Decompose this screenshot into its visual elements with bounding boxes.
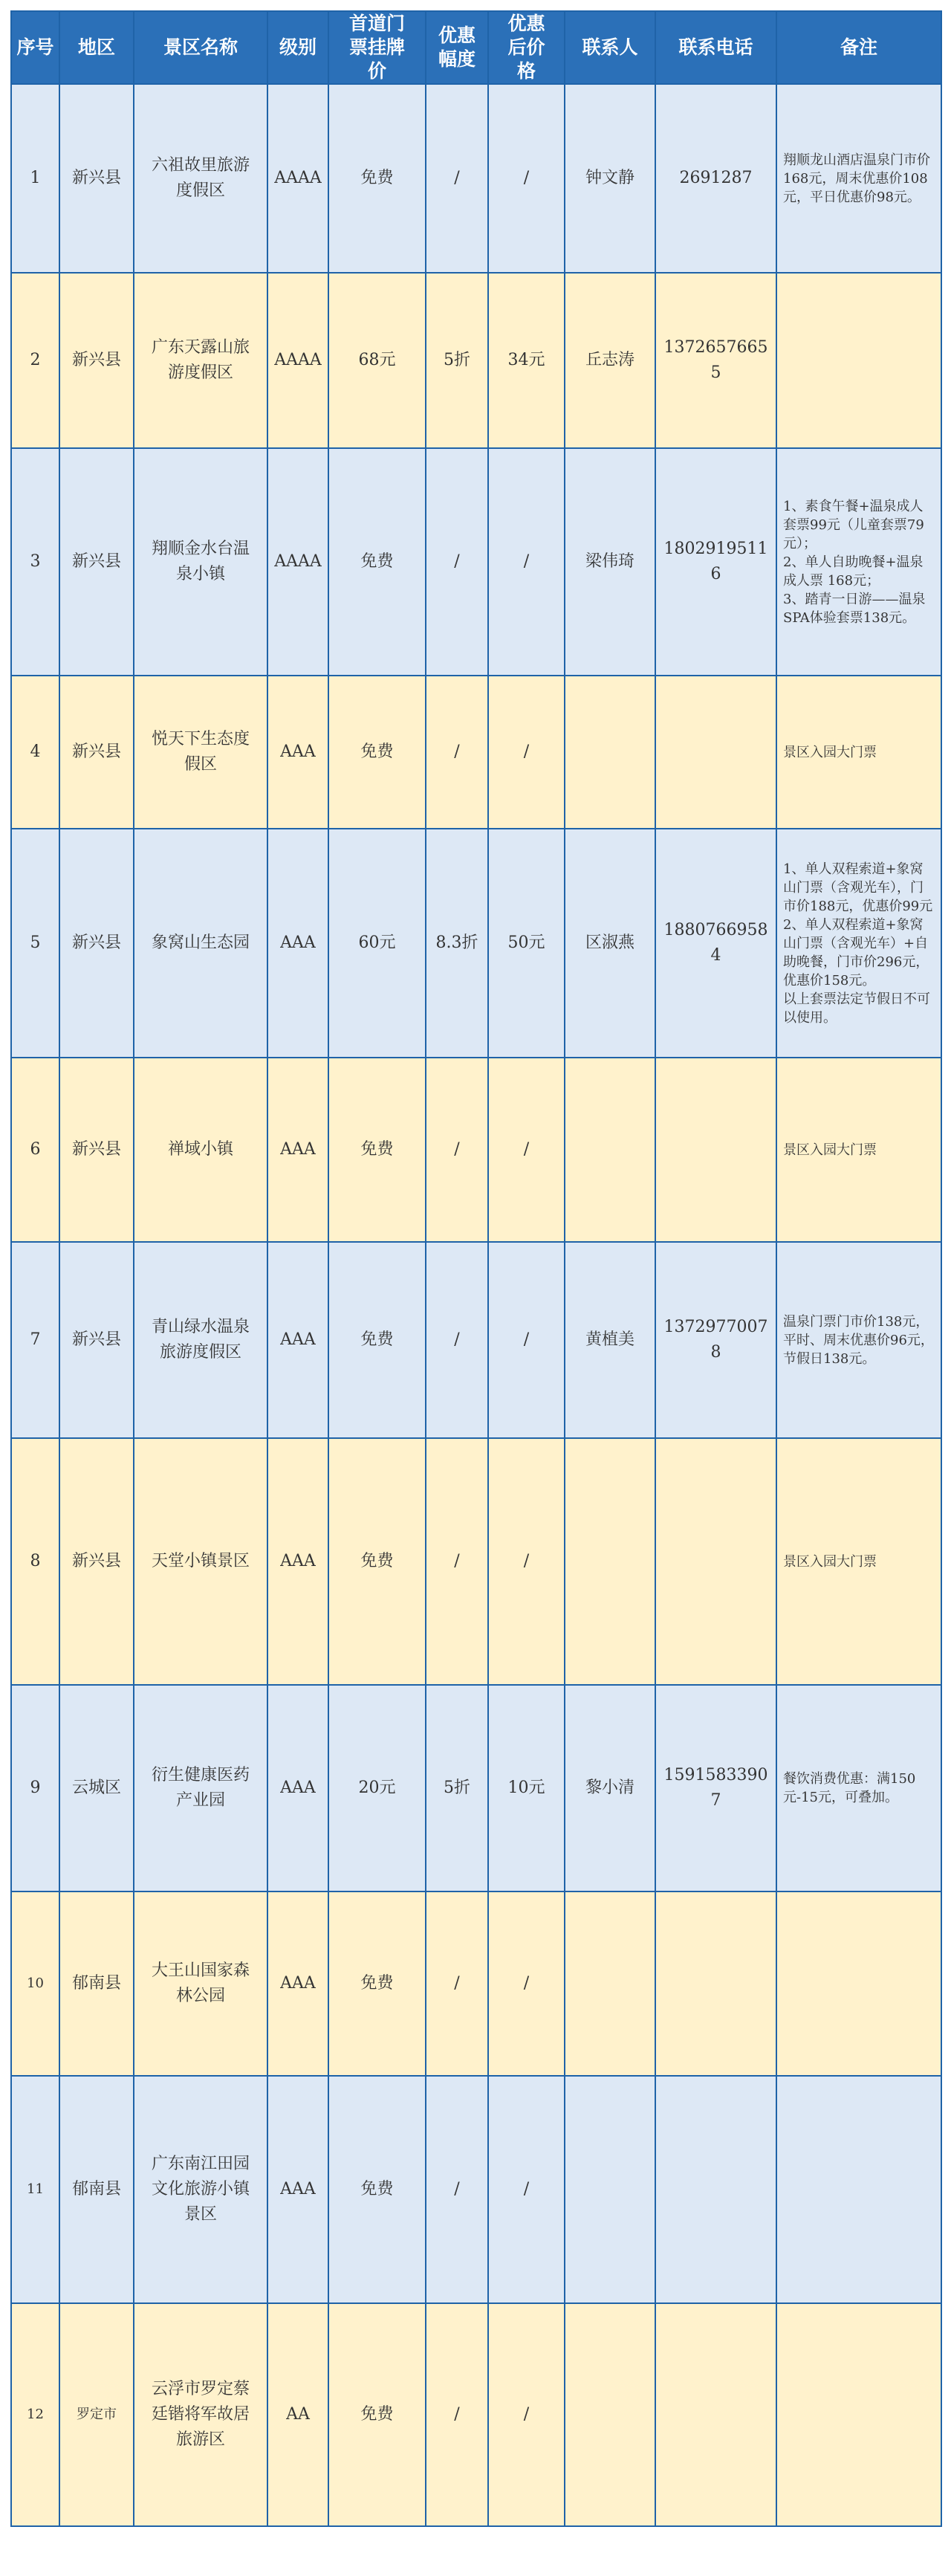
row-after-price: / bbox=[488, 448, 565, 676]
row-price: 免费 bbox=[328, 2076, 426, 2303]
row-phone bbox=[655, 676, 776, 829]
header-name: 景区名称 bbox=[134, 11, 267, 84]
header-area: 地区 bbox=[59, 11, 134, 84]
row-no: 10 bbox=[11, 1891, 59, 2076]
row-no: 6 bbox=[11, 1058, 59, 1242]
row-discount: 5折 bbox=[426, 273, 488, 448]
row-contact: 钟文静 bbox=[565, 84, 655, 273]
row-area: 郁南县 bbox=[59, 2076, 134, 2303]
table-row bbox=[11, 676, 941, 829]
row-no: 9 bbox=[11, 1685, 59, 1891]
table-body bbox=[11, 84, 941, 2526]
row-area: 新兴县 bbox=[59, 273, 134, 448]
row-area: 新兴县 bbox=[59, 1058, 134, 1242]
row-phone bbox=[655, 2303, 776, 2526]
row-phone: 13729770078 bbox=[655, 1242, 776, 1438]
header-no: 序号 bbox=[11, 11, 59, 84]
row-contact bbox=[565, 2303, 655, 2526]
table-row bbox=[11, 2076, 941, 2303]
row-phone: 13726576655 bbox=[655, 273, 776, 448]
row-note bbox=[776, 2303, 941, 2526]
row-level: AAA bbox=[267, 1891, 328, 2076]
row-name: 禅域小镇 bbox=[134, 1058, 267, 1242]
header-phone: 联系电话 bbox=[655, 11, 776, 84]
row-after-price: 50元 bbox=[488, 829, 565, 1058]
row-contact bbox=[565, 676, 655, 829]
row-no: 3 bbox=[11, 448, 59, 676]
row-discount: 5折 bbox=[426, 1685, 488, 1891]
row-note: 1、素食午餐+温泉成人套票99元（儿童套票79元）； 2、单人自助晚餐+温泉成人票 168元； 3、踏青一日游——温泉SPA体验套票138元。 bbox=[776, 448, 941, 676]
row-note bbox=[776, 273, 941, 448]
row-price: 免费 bbox=[328, 448, 426, 676]
attractions-table bbox=[10, 10, 942, 2527]
row-area: 新兴县 bbox=[59, 829, 134, 1058]
table-row bbox=[11, 1438, 941, 1685]
header-price: 首道门票挂牌价 bbox=[328, 11, 426, 84]
row-after-price: / bbox=[488, 1242, 565, 1438]
row-contact bbox=[565, 2076, 655, 2303]
row-phone bbox=[655, 1438, 776, 1685]
row-after-price: 10元 bbox=[488, 1685, 565, 1891]
row-price: 免费 bbox=[328, 1438, 426, 1685]
row-note bbox=[776, 1891, 941, 2076]
row-name: 青山绿水温泉旅游度假区 bbox=[134, 1242, 267, 1438]
row-area: 罗定市 bbox=[59, 2303, 134, 2526]
row-phone bbox=[655, 2076, 776, 2303]
row-price: 免费 bbox=[328, 84, 426, 273]
row-after-price: / bbox=[488, 676, 565, 829]
row-no: 7 bbox=[11, 1242, 59, 1438]
row-level: AAA bbox=[267, 1058, 328, 1242]
row-level: AAA bbox=[267, 829, 328, 1058]
row-contact: 黎小清 bbox=[565, 1685, 655, 1891]
table-row bbox=[11, 1242, 941, 1438]
row-level: AAA bbox=[267, 676, 328, 829]
row-price: 免费 bbox=[328, 1891, 426, 2076]
row-level: AAAA bbox=[267, 84, 328, 273]
row-no: 12 bbox=[11, 2303, 59, 2526]
row-name: 大王山国家森林公园 bbox=[134, 1891, 267, 2076]
row-discount: / bbox=[426, 676, 488, 829]
row-contact bbox=[565, 1058, 655, 1242]
row-name: 悦天下生态度假区 bbox=[134, 676, 267, 829]
table-row bbox=[11, 1685, 941, 1891]
header-discount: 优惠幅度 bbox=[426, 11, 488, 84]
row-area: 新兴县 bbox=[59, 448, 134, 676]
row-contact: 黄植美 bbox=[565, 1242, 655, 1438]
row-price: 免费 bbox=[328, 676, 426, 829]
row-name: 六祖故里旅游度假区 bbox=[134, 84, 267, 273]
row-contact: 梁伟琦 bbox=[565, 448, 655, 676]
row-level: AAA bbox=[267, 1242, 328, 1438]
table-row bbox=[11, 1058, 941, 1242]
header-note: 备注 bbox=[776, 11, 941, 84]
row-after-price: 34元 bbox=[488, 273, 565, 448]
row-price: 20元 bbox=[328, 1685, 426, 1891]
row-after-price: / bbox=[488, 1438, 565, 1685]
row-after-price: / bbox=[488, 1058, 565, 1242]
row-phone: 18807669584 bbox=[655, 829, 776, 1058]
table-row bbox=[11, 448, 941, 676]
row-area: 新兴县 bbox=[59, 84, 134, 273]
row-level: AA bbox=[267, 2303, 328, 2526]
row-note bbox=[776, 2076, 941, 2303]
row-discount: / bbox=[426, 448, 488, 676]
row-phone: 2691287 bbox=[655, 84, 776, 273]
row-area: 云城区 bbox=[59, 1685, 134, 1891]
header-contact: 联系人 bbox=[565, 11, 655, 84]
row-level: AAAA bbox=[267, 273, 328, 448]
row-no: 5 bbox=[11, 829, 59, 1058]
row-no: 8 bbox=[11, 1438, 59, 1685]
row-note: 翔顺龙山酒店温泉门市价168元，周末优惠价108元，平日优惠价98元。 bbox=[776, 84, 941, 273]
row-after-price: / bbox=[488, 2076, 565, 2303]
row-name: 天堂小镇景区 bbox=[134, 1438, 267, 1685]
table-row bbox=[11, 84, 941, 273]
table-row bbox=[11, 273, 941, 448]
row-price: 68元 bbox=[328, 273, 426, 448]
table-row bbox=[11, 1891, 941, 2076]
table-row bbox=[11, 2303, 941, 2526]
row-contact bbox=[565, 1891, 655, 2076]
row-discount: / bbox=[426, 2303, 488, 2526]
row-no: 11 bbox=[11, 2076, 59, 2303]
row-note: 景区入园大门票 bbox=[776, 1058, 941, 1242]
row-level: AAA bbox=[267, 1685, 328, 1891]
row-area: 新兴县 bbox=[59, 1438, 134, 1685]
row-note: 餐饮消费优惠：满150元-15元，可叠加。 bbox=[776, 1685, 941, 1891]
row-discount: / bbox=[426, 1891, 488, 2076]
row-area: 新兴县 bbox=[59, 1242, 134, 1438]
row-contact bbox=[565, 1438, 655, 1685]
row-name: 广东天露山旅游度假区 bbox=[134, 273, 267, 448]
row-note: 景区入园大门票 bbox=[776, 676, 941, 829]
row-phone bbox=[655, 1891, 776, 2076]
row-name: 云浮市罗定蔡廷锴将军故居旅游区 bbox=[134, 2303, 267, 2526]
row-level: AAA bbox=[267, 1438, 328, 1685]
row-name: 衍生健康医药产业园 bbox=[134, 1685, 267, 1891]
row-discount: / bbox=[426, 1058, 488, 1242]
row-contact: 丘志涛 bbox=[565, 273, 655, 448]
row-note: 温泉门票门市价138元，平时、周末优惠价96元，节假日138元。 bbox=[776, 1242, 941, 1438]
row-discount: 8.3折 bbox=[426, 829, 488, 1058]
row-contact: 区淑燕 bbox=[565, 829, 655, 1058]
attractions-table-wrapper bbox=[10, 10, 941, 2527]
row-after-price: / bbox=[488, 2303, 565, 2526]
row-area: 郁南县 bbox=[59, 1891, 134, 2076]
row-price: 60元 bbox=[328, 829, 426, 1058]
row-note: 景区入园大门票 bbox=[776, 1438, 941, 1685]
row-after-price: / bbox=[488, 1891, 565, 2076]
row-note: 1、单人双程索道+象窝山门票（含观光车），门市价188元，优惠价99元 2、单人双程索道+象窝山门票（含观光车）+自助晚餐，门市价296元，优惠价158元。 以上套票法定节假日不可以使用。 bbox=[776, 829, 941, 1058]
row-discount: / bbox=[426, 84, 488, 273]
row-price: 免费 bbox=[328, 1242, 426, 1438]
row-price: 免费 bbox=[328, 1058, 426, 1242]
row-area: 新兴县 bbox=[59, 676, 134, 829]
row-phone: 18029195116 bbox=[655, 448, 776, 676]
table-row bbox=[11, 829, 941, 1058]
row-no: 2 bbox=[11, 273, 59, 448]
row-phone bbox=[655, 1058, 776, 1242]
row-name: 广东南江田园文化旅游小镇景区 bbox=[134, 2076, 267, 2303]
row-discount: / bbox=[426, 2076, 488, 2303]
row-level: AAAA bbox=[267, 448, 328, 676]
row-name: 象窝山生态园 bbox=[134, 829, 267, 1058]
row-after-price: / bbox=[488, 84, 565, 273]
row-price: 免费 bbox=[328, 2303, 426, 2526]
row-level: AAA bbox=[267, 2076, 328, 2303]
row-discount: / bbox=[426, 1242, 488, 1438]
row-discount: / bbox=[426, 1438, 488, 1685]
row-phone: 15915833907 bbox=[655, 1685, 776, 1891]
row-no: 4 bbox=[11, 676, 59, 829]
header-after-price: 优惠后价格 bbox=[488, 11, 565, 84]
table-header-row bbox=[11, 11, 941, 84]
row-name: 翔顺金水台温泉小镇 bbox=[134, 448, 267, 676]
header-level: 级别 bbox=[267, 11, 328, 84]
row-no: 1 bbox=[11, 84, 59, 273]
